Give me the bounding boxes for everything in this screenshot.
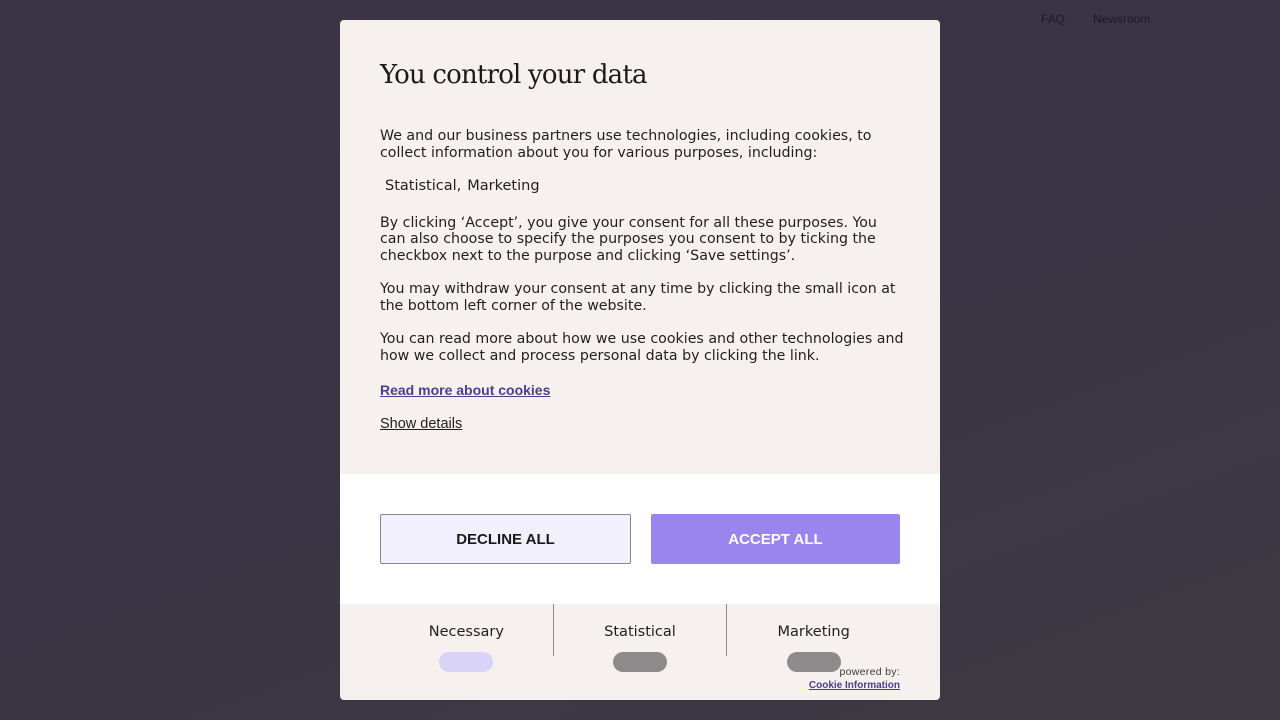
purpose-statistical: Statistical, — [385, 178, 462, 194]
intro-text: We and our business partners use technologies, including cookies, to collect information about you for various purposes, including: — [380, 128, 872, 161]
powered-by — [809, 666, 900, 691]
dialog-body — [380, 128, 905, 381]
read-more-cookies-link[interactable]: Read more about cookies — [380, 382, 551, 398]
consent-categories — [380, 604, 900, 656]
show-details-link[interactable]: Show details — [380, 416, 463, 432]
dialog-title: You control your data — [380, 60, 647, 90]
top-navigation — [1041, 12, 1150, 26]
category-label: Necessary — [428, 624, 504, 640]
category-statistical — [553, 604, 727, 656]
category-label: Statistical — [604, 624, 676, 640]
category-marketing — [726, 604, 900, 656]
cookie-information-link[interactable]: Cookie Information — [808, 680, 900, 691]
cookie-consent-dialog — [340, 20, 940, 700]
category-label: Marketing — [777, 624, 850, 640]
decline-all-button[interactable]: DECLINE ALL — [380, 514, 631, 564]
purpose-marketing: Marketing — [467, 178, 540, 194]
readmore-text: You can read more about how we use cookies and other technologies and how we collect and process personal data by clicking the link. — [380, 331, 904, 364]
withdraw-text: You may withdraw your consent at any time by clicking the small icon at the bottom left corner of the website. — [380, 281, 896, 314]
necessary-toggle[interactable] — [439, 652, 493, 672]
accept-all-button[interactable]: ACCEPT ALL — [651, 514, 900, 564]
action-buttons-band — [340, 474, 940, 604]
powered-by-label: powered by: — [839, 666, 900, 678]
nav-link-newsroom[interactable]: Newsroom — [1093, 12, 1151, 26]
purposes-list — [380, 178, 905, 195]
statistical-toggle[interactable] — [613, 652, 667, 672]
category-necessary — [380, 604, 553, 656]
nav-link-faq[interactable]: FAQ — [1041, 12, 1066, 26]
consent-text: By clicking ‘Accept’, you give your consent for all these purposes. You can also choose to specify the purposes you consent to by ticking the checkbox next to the purpose and clicking ‘Save settings’. — [380, 214, 877, 264]
